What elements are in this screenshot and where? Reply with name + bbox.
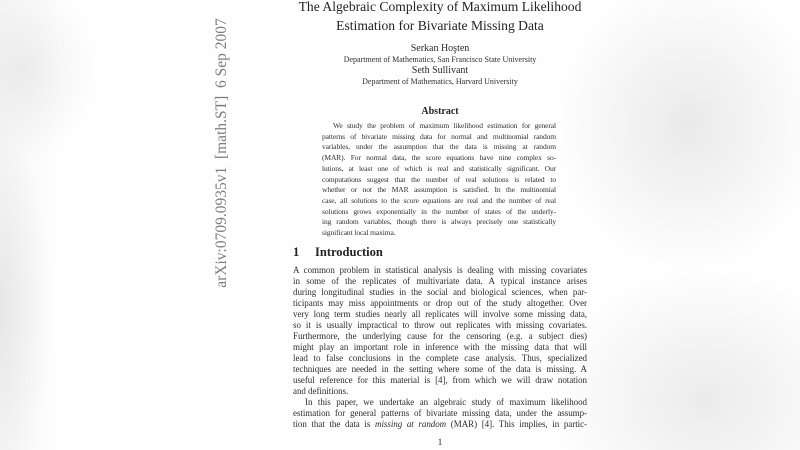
paper-title-line-2: Estimation for Bivariate Missing Data xyxy=(336,17,544,33)
paper-title xyxy=(283,0,597,36)
author-affiliation: Department of Mathematics, San Francisco State University xyxy=(343,55,537,64)
arxiv-stamp: arXiv:0709.0935v1 [math.ST] 6 Sep 2007 xyxy=(213,18,230,288)
abstract-body: We study the problem of maximum likelihood estimation for general patterns of bivariate missing data for normal and multinomial random variables, under the assumption that the data is missing at random (MAR). For normal data, the score equations have nine complex so- lutions, at least one of which is real and statistically significant. Our computations suggest that the number of real solutions is related to whether or not the MAR assumption is satisfied. In the multinomial case, all solutions to the score equations are real and the number of real solutions grows exponentially in the number of states of the underly- ing random variables, though there is always precisely one statistically significant local maxima. xyxy=(322,121,556,238)
introduction-paragraph-2: In this paper, we undertake an algebraic study of maximum likelihood estimation for general patterns of bivariate missing data, under the assump- tion that the data is missing at random (MAR) [4]. This implies, in partic- xyxy=(293,396,587,429)
section-number: 1 xyxy=(293,245,300,259)
author-block xyxy=(293,43,587,87)
paper-title-line-1: The Algebraic Complexity of Maximum Likelihood xyxy=(298,0,582,14)
section-heading xyxy=(293,246,587,259)
page-number: 1 xyxy=(437,438,443,448)
introduction-body xyxy=(293,265,587,430)
author-name: Serkan Hoşten xyxy=(410,43,470,54)
introduction-paragraph-1: A common problem in statistical analysis is dealing with missing covariates in some of the replicates of multivariate data. A typical instance arises during longitudinal studies in the social and biological sciences, when par- ticipants may miss appointments or drop out of the study altogether. Over very long term studies nearly all replicates will involve some missing data, so it is usually impractical to throw out replicates with missing covariates. Furthermore, the underlying cause for the censoring (e.g. a subject dies) might play an important role in inference with the missing data that will lead to false conclusions in the complete case analysis. Thus, specialized techniques are needed in the setting where some of the data is missing. A useful reference for this material is [4], from which we will draw notation and definitions. xyxy=(293,264,587,396)
author-affiliation: Department of Mathematics, Harvard University xyxy=(362,77,518,86)
section-title: Introduction xyxy=(315,245,383,259)
abstract-heading: Abstract xyxy=(421,106,459,117)
author-name: Seth Sullivant xyxy=(411,65,469,76)
text-column xyxy=(293,0,587,450)
